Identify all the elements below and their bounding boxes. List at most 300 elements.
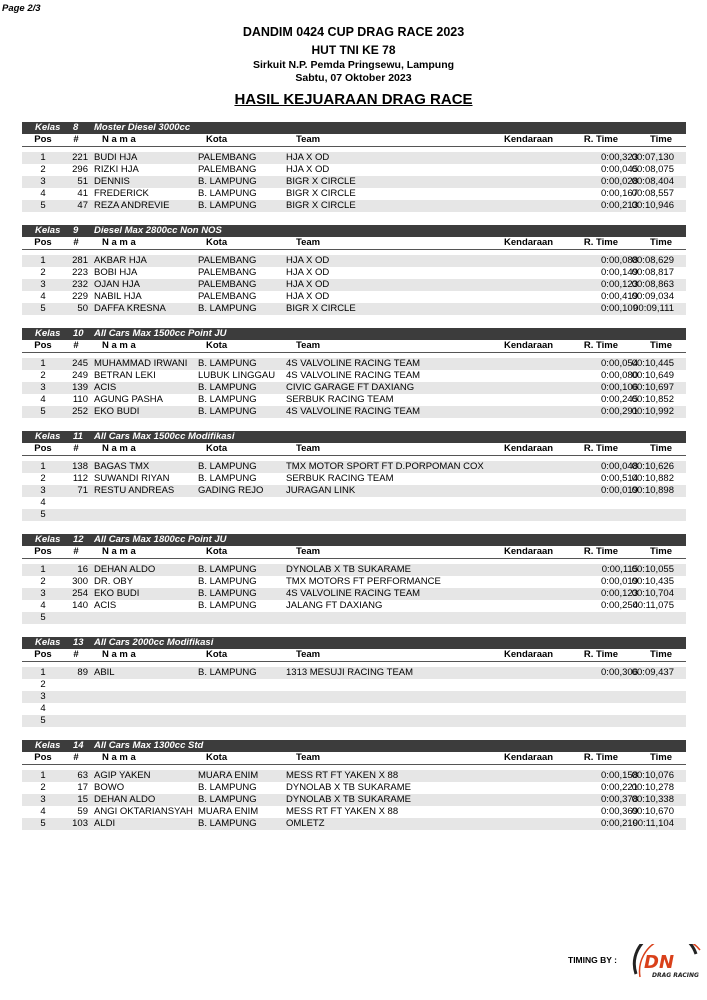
column-header-time: Time <box>649 546 672 557</box>
cell-rtime: 0:00,219 <box>601 818 638 829</box>
column-header-team: Team <box>296 237 321 248</box>
column-header-row <box>22 649 686 662</box>
cell-no: 71 <box>77 485 88 496</box>
cell-no: 232 <box>72 279 88 290</box>
column-header-rtime: R. Time <box>583 546 618 557</box>
cell-kota: B. LAMPUNG <box>198 406 257 417</box>
cell-time: 00:10,670 <box>631 806 674 817</box>
column-header-rtime: R. Time <box>583 237 618 248</box>
class-description: All Cars Max 1500cc Modifikasi <box>94 431 235 442</box>
result-row <box>22 358 686 370</box>
cell-kota: LUBUK LINGGAU <box>198 370 276 381</box>
cell-time: 00:08,817 <box>631 267 674 278</box>
cell-pos: 3 <box>40 176 46 187</box>
cell-team: BIGR X CIRCLE <box>286 188 356 199</box>
result-row <box>22 667 686 679</box>
cell-name: DENNIS <box>94 176 130 187</box>
column-header-rtime: R. Time <box>583 649 618 660</box>
cell-team: HJA X OD <box>286 279 330 290</box>
result-row <box>22 770 686 782</box>
cell-kota: B. LAMPUNG <box>198 564 257 575</box>
result-row <box>22 176 686 188</box>
cell-pos: 2 <box>40 576 46 587</box>
cell-team: DYNOLAB X TB SUKARAME <box>286 564 411 575</box>
cell-no: 140 <box>72 600 88 611</box>
cell-team: MESS RT FT YAKEN X 88 <box>286 770 399 781</box>
class-header <box>22 740 686 752</box>
column-header-kota: Kota <box>206 443 228 454</box>
result-row <box>22 473 686 485</box>
cell-pos: 4 <box>40 291 46 302</box>
cell-name: ABIL <box>94 667 115 678</box>
cell-rtime: 0:00,115 <box>601 564 638 575</box>
result-row <box>22 164 686 176</box>
class-number: 10 <box>73 328 84 339</box>
cell-team: SERBUK RACING TEAM <box>286 394 394 405</box>
result-rows <box>22 770 686 830</box>
cell-no: 296 <box>72 164 88 175</box>
column-header-kendaraan: Kendaraan <box>504 649 554 660</box>
cell-pos: 2 <box>40 782 46 793</box>
results-title: HASIL KEJUARAAN DRAG RACE <box>234 91 473 108</box>
cell-pos: 3 <box>40 279 46 290</box>
cell-no: 16 <box>77 564 88 575</box>
cell-name: OJAN HJA <box>94 279 140 290</box>
class-label: Kelas <box>35 534 61 545</box>
cell-time: 00:10,278 <box>631 782 674 793</box>
cell-pos: 1 <box>40 255 46 266</box>
class-number: 14 <box>73 740 84 751</box>
cell-rtime: 0:00,019 <box>601 485 638 496</box>
cell-rtime: 0:00,019 <box>601 576 638 587</box>
cell-team: 4S VALVOLINE RACING TEAM <box>286 406 421 417</box>
cell-rtime: 0:00,149 <box>601 267 638 278</box>
cell-team: BIGR X CIRCLE <box>286 303 356 314</box>
column-header-row <box>22 546 686 559</box>
cell-name: DEHAN ALDO <box>94 564 156 575</box>
column-header-team: Team <box>296 443 321 454</box>
column-header-time: Time <box>649 134 672 145</box>
column-header-no: # <box>73 546 79 557</box>
cell-no: 252 <box>72 406 88 417</box>
cell-name: BETRAN LEKI <box>94 370 156 381</box>
cell-time: 00:10,338 <box>631 794 674 805</box>
column-header-row <box>22 134 686 147</box>
cell-time: 00:10,626 <box>631 461 674 472</box>
cell-name: ACIS <box>94 382 117 393</box>
results-sections <box>22 122 686 843</box>
class-section <box>22 740 686 830</box>
cell-rtime: 0:00,419 <box>601 291 638 302</box>
result-row <box>22 406 686 418</box>
cell-name: BUDI HJA <box>94 152 138 163</box>
column-header-time: Time <box>649 237 672 248</box>
column-header-pos: Pos <box>34 649 52 660</box>
cell-kota: B. LAMPUNG <box>198 473 257 484</box>
class-description: Diesel Max 2800cc Non NOS <box>94 225 222 236</box>
cell-no: 103 <box>72 818 88 829</box>
cell-rtime: 0:00,306 <box>601 667 638 678</box>
cell-rtime: 0:00,369 <box>601 806 638 817</box>
column-header-team: Team <box>296 340 321 351</box>
cell-time: 00:10,055 <box>631 564 674 575</box>
result-row <box>22 200 686 212</box>
cell-pos: 4 <box>40 806 46 817</box>
cell-rtime: 0:00,158 <box>601 770 638 781</box>
cell-time: 00:11,104 <box>632 818 674 829</box>
column-header-name: N a m a <box>102 340 136 351</box>
column-header-rtime: R. Time <box>583 752 618 763</box>
cell-no: 89 <box>77 667 88 678</box>
column-header-kota: Kota <box>206 546 228 557</box>
result-row <box>22 255 686 267</box>
cell-time: 00:07,130 <box>631 152 674 163</box>
result-rows <box>22 255 686 315</box>
result-row <box>22 612 686 624</box>
cell-rtime: 0:00,254 <box>601 600 638 611</box>
result-rows <box>22 358 686 418</box>
cell-pos: 3 <box>40 691 46 702</box>
cell-time: 00:08,557 <box>631 188 674 199</box>
column-header-no: # <box>73 340 79 351</box>
result-row <box>22 818 686 830</box>
column-header-no: # <box>73 443 79 454</box>
cell-no: 15 <box>77 794 88 805</box>
cell-name: DAFFA KRESNA <box>94 303 166 314</box>
cell-name: AKBAR HJA <box>94 255 147 266</box>
result-rows <box>22 564 686 624</box>
column-header-time: Time <box>649 340 672 351</box>
result-row <box>22 303 686 315</box>
result-row <box>22 291 686 303</box>
class-section <box>22 637 686 727</box>
cell-rtime: 0:00,245 <box>601 394 638 405</box>
column-header-row <box>22 340 686 353</box>
cell-pos: 5 <box>40 303 46 314</box>
event-subtitle: HUT TNI KE 78 <box>311 43 396 57</box>
cell-pos: 1 <box>40 770 46 781</box>
cell-team: DYNOLAB X TB SUKARAME <box>286 782 411 793</box>
cell-kota: B. LAMPUNG <box>198 818 257 829</box>
cell-time: 00:09,034 <box>631 291 674 302</box>
cell-pos: 5 <box>40 818 46 829</box>
logo-text: DN <box>644 952 675 973</box>
cell-kota: B. LAMPUNG <box>198 576 257 587</box>
class-description: All Cars Max 1300cc Std <box>94 740 204 751</box>
cell-rtime: 0:00,045 <box>601 164 638 175</box>
cell-pos: 2 <box>40 370 46 381</box>
column-header-team: Team <box>296 546 321 557</box>
cell-team: HJA X OD <box>286 255 330 266</box>
cell-name: ALDI <box>94 818 116 829</box>
cell-pos: 3 <box>40 382 46 393</box>
cell-rtime: 0:00,291 <box>601 406 638 417</box>
cell-rtime: 0:00,378 <box>601 794 638 805</box>
result-row <box>22 461 686 473</box>
cell-rtime: 0:00,048 <box>601 461 638 472</box>
cell-name: FREDERICK <box>94 188 149 199</box>
class-number: 9 <box>73 225 79 236</box>
cell-pos: 2 <box>40 267 46 278</box>
result-rows <box>22 461 686 521</box>
cell-team: HJA X OD <box>286 152 330 163</box>
page-number: Page 2/3 <box>2 3 41 14</box>
cell-team: JALANG FT DAXIANG <box>286 600 383 611</box>
event-title: DANDIM 0424 CUP DRAG RACE 2023 <box>242 25 465 39</box>
cell-rtime: 0:00,514 <box>601 473 638 484</box>
column-header-kota: Kota <box>206 752 228 763</box>
cell-time: 00:08,075 <box>631 164 674 175</box>
column-header-row <box>22 237 686 250</box>
column-header-team: Team <box>296 649 321 660</box>
column-header-kendaraan: Kendaraan <box>504 546 554 557</box>
cell-no: 112 <box>72 473 88 484</box>
result-row <box>22 394 686 406</box>
column-header-name: N a m a <box>102 134 136 145</box>
class-label: Kelas <box>35 122 61 133</box>
column-header-kendaraan: Kendaraan <box>504 752 554 763</box>
cell-name: AGUNG PASHA <box>94 394 163 405</box>
cell-time: 00:08,404 <box>631 176 674 187</box>
cell-no: 300 <box>72 576 88 587</box>
cell-kota: B. LAMPUNG <box>198 382 257 393</box>
column-header-time: Time <box>649 443 672 454</box>
cell-kota: GADING REJO <box>198 485 264 496</box>
class-header <box>22 431 686 443</box>
cell-team: MESS RT FT YAKEN X 88 <box>286 806 399 817</box>
cell-time: 00:10,946 <box>631 200 674 211</box>
column-header-pos: Pos <box>34 546 52 557</box>
column-header-name: N a m a <box>102 649 136 660</box>
cell-name: AGIP YAKEN <box>94 770 151 781</box>
cell-rtime: 0:00,213 <box>601 200 638 211</box>
result-row <box>22 509 686 521</box>
cell-pos: 5 <box>40 715 46 726</box>
cell-no: 254 <box>72 588 88 599</box>
class-section <box>22 122 686 212</box>
cell-name: SUWANDI RIYAN <box>94 473 170 484</box>
cell-rtime: 0:00,054 <box>601 358 638 369</box>
cell-no: 63 <box>77 770 88 781</box>
cell-kota: B. LAMPUNG <box>198 794 257 805</box>
class-description: All Cars Max 1500cc Point JU <box>94 328 227 339</box>
result-row <box>22 485 686 497</box>
column-header-name: N a m a <box>102 546 136 557</box>
class-label: Kelas <box>35 740 61 751</box>
result-row <box>22 188 686 200</box>
cell-name: ACIS <box>94 600 117 611</box>
cell-team: HJA X OD <box>286 267 330 278</box>
cell-pos: 4 <box>40 188 46 199</box>
column-header-rtime: R. Time <box>583 443 618 454</box>
cell-pos: 2 <box>40 473 46 484</box>
cell-time: 00:10,992 <box>631 406 674 417</box>
cell-name: BOWO <box>94 782 125 793</box>
cell-kota: PALEMBANG <box>198 164 257 175</box>
column-header-kota: Kota <box>206 134 228 145</box>
cell-pos: 3 <box>40 485 46 496</box>
cell-name: REZA ANDREVIE <box>94 200 170 211</box>
column-header-pos: Pos <box>34 340 52 351</box>
cell-rtime: 0:00,123 <box>601 588 638 599</box>
cell-kota: B. LAMPUNG <box>198 358 257 369</box>
result-row <box>22 588 686 600</box>
cell-team: 4S VALVOLINE RACING TEAM <box>286 358 421 369</box>
cell-no: 138 <box>72 461 88 472</box>
cell-team: BIGR X CIRCLE <box>286 176 356 187</box>
cell-team: JURAGAN LINK <box>286 485 356 496</box>
cell-no: 59 <box>77 806 88 817</box>
class-header <box>22 637 686 649</box>
cell-no: 110 <box>72 394 88 405</box>
cell-kota: PALEMBANG <box>198 152 257 163</box>
cell-name: NABIL HJA <box>94 291 142 302</box>
class-number: 11 <box>73 431 83 442</box>
class-header <box>22 328 686 340</box>
cell-team: TMX MOTOR SPORT FT D.PORPOMAN COX <box>286 461 484 472</box>
cell-kota: B. LAMPUNG <box>198 200 257 211</box>
cell-name: BAGAS TMX <box>94 461 150 472</box>
cell-kota: B. LAMPUNG <box>198 600 257 611</box>
column-header-row <box>22 443 686 456</box>
cell-no: 281 <box>72 255 88 266</box>
class-description: All Cars 2000cc Modifikasi <box>94 637 214 648</box>
class-header <box>22 534 686 546</box>
cell-rtime: 0:00,080 <box>601 370 638 381</box>
cell-time: 00:11,075 <box>632 600 674 611</box>
class-section <box>22 225 686 315</box>
event-venue: Sirkuit N.P. Pemda Pringsewu, Lampung <box>252 59 455 71</box>
cell-pos: 1 <box>40 564 46 575</box>
column-header-kendaraan: Kendaraan <box>504 134 554 145</box>
result-row <box>22 806 686 818</box>
class-section <box>22 431 686 521</box>
class-number: 13 <box>73 637 84 648</box>
class-number: 12 <box>73 534 84 545</box>
cell-kota: PALEMBANG <box>198 291 257 302</box>
cell-no: 223 <box>72 267 88 278</box>
cell-name: EKO BUDI <box>94 406 140 417</box>
cell-no: 245 <box>72 358 88 369</box>
result-row <box>22 152 686 164</box>
class-description: Moster Diesel 3000cc <box>94 122 191 133</box>
cell-pos: 1 <box>40 461 46 472</box>
column-header-kendaraan: Kendaraan <box>504 237 554 248</box>
class-label: Kelas <box>35 328 61 339</box>
cell-team: 1313 MESUJI RACING TEAM <box>286 667 414 678</box>
result-row <box>22 267 686 279</box>
result-rows <box>22 152 686 212</box>
cell-kota: B. LAMPUNG <box>198 588 257 599</box>
result-row <box>22 794 686 806</box>
result-row <box>22 370 686 382</box>
cell-rtime: 0:00,221 <box>601 782 638 793</box>
cell-time: 00:10,435 <box>631 576 674 587</box>
cell-pos: 4 <box>40 394 46 405</box>
cell-pos: 4 <box>40 600 46 611</box>
column-header-rtime: R. Time <box>583 134 618 145</box>
cell-kota: B. LAMPUNG <box>198 461 257 472</box>
event-date: Sabtu, 07 Oktober 2023 <box>295 72 412 84</box>
class-number: 8 <box>73 122 79 133</box>
cell-kota: B. LAMPUNG <box>198 667 257 678</box>
result-row <box>22 279 686 291</box>
cell-pos: 5 <box>40 612 46 623</box>
cell-rtime: 0:00,028 <box>601 176 638 187</box>
cell-team: BIGR X CIRCLE <box>286 200 356 211</box>
logo-subtext: DRAG RACING <box>652 972 699 979</box>
cell-team: 4S VALVOLINE RACING TEAM <box>286 370 421 381</box>
class-section <box>22 534 686 624</box>
column-header-no: # <box>73 649 79 660</box>
cell-kota: MUARA ENIM <box>198 770 259 781</box>
column-header-rtime: R. Time <box>583 340 618 351</box>
class-header <box>22 122 686 134</box>
cell-name: RIZKI HJA <box>94 164 139 175</box>
cell-kota: B. LAMPUNG <box>198 303 257 314</box>
cell-time: 00:10,704 <box>631 588 674 599</box>
class-label: Kelas <box>35 225 61 236</box>
column-header-kendaraan: Kendaraan <box>504 340 554 351</box>
column-header-no: # <box>73 237 79 248</box>
result-row <box>22 691 686 703</box>
cell-kota: B. LAMPUNG <box>198 782 257 793</box>
result-row <box>22 382 686 394</box>
cell-name: DR. OBY <box>94 576 134 587</box>
column-header-time: Time <box>649 649 672 660</box>
cell-pos: 3 <box>40 588 46 599</box>
result-row <box>22 679 686 691</box>
column-header-team: Team <box>296 134 321 145</box>
column-header-row <box>22 752 686 765</box>
cell-name: BOBI HJA <box>94 267 138 278</box>
cell-pos: 5 <box>40 509 46 520</box>
cell-time: 00:09,111 <box>633 303 674 314</box>
cell-no: 17 <box>77 782 88 793</box>
class-description: All Cars Max 1800cc Point JU <box>94 534 227 545</box>
cell-kota: B. LAMPUNG <box>198 188 257 199</box>
cell-pos: 2 <box>40 679 46 690</box>
result-row <box>22 600 686 612</box>
cell-time: 00:09,437 <box>631 667 674 678</box>
cell-team: DYNOLAB X TB SUKARAME <box>286 794 411 805</box>
cell-rtime: 0:00,106 <box>601 382 638 393</box>
cell-pos: 5 <box>40 406 46 417</box>
cell-team: OMLETZ <box>286 818 325 829</box>
cell-pos: 4 <box>40 497 46 508</box>
cell-pos: 1 <box>40 152 46 163</box>
column-header-kota: Kota <box>206 649 228 660</box>
cell-no: 229 <box>72 291 88 302</box>
result-row <box>22 576 686 588</box>
cell-time: 00:10,882 <box>631 473 674 484</box>
cell-time: 00:10,445 <box>631 358 674 369</box>
cell-time: 00:08,629 <box>631 255 674 266</box>
class-header <box>22 225 686 237</box>
cell-pos: 3 <box>40 794 46 805</box>
column-header-name: N a m a <box>102 237 136 248</box>
cell-pos: 2 <box>40 164 46 175</box>
cell-kota: PALEMBANG <box>198 279 257 290</box>
cell-time: 00:10,649 <box>631 370 674 381</box>
result-row <box>22 782 686 794</box>
cell-team: HJA X OD <box>286 164 330 175</box>
cell-name: MUHAMMAD IRWANI <box>94 358 188 369</box>
class-section <box>22 328 686 418</box>
cell-rtime: 0:00,323 <box>601 152 638 163</box>
cell-kota: B. LAMPUNG <box>198 394 257 405</box>
cell-pos: 5 <box>40 200 46 211</box>
